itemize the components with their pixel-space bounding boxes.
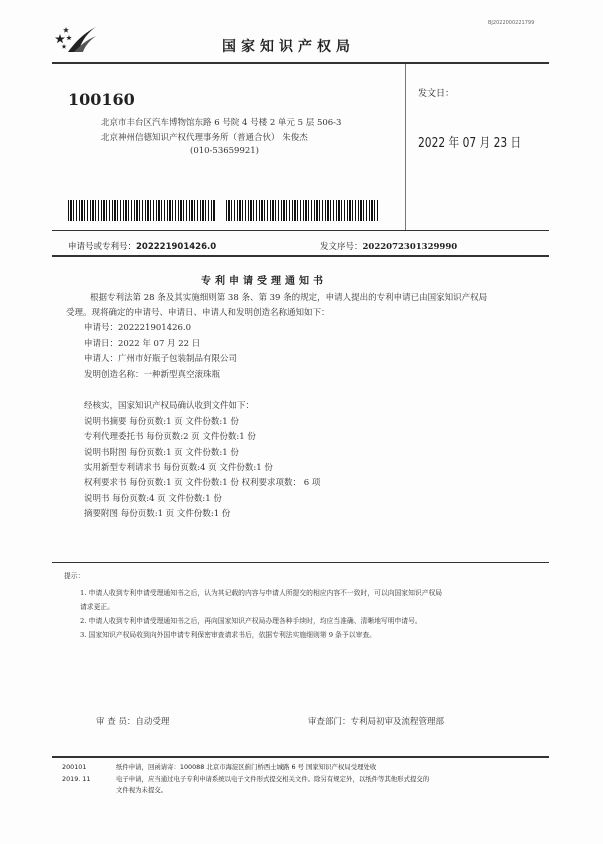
address-line-1: 北京市丰台区汽车博物馆东路 6 号院 4 号楼 2 单元 5 层 506-3 xyxy=(101,118,342,128)
document-number: 2022072301329990 xyxy=(362,242,458,252)
serial-number: BJ2022000221799 xyxy=(488,20,535,26)
document-title: 专利申请受理通知书 xyxy=(201,276,327,287)
postcode: 100160 xyxy=(68,90,135,109)
application-number: 202221901426.0 xyxy=(136,242,217,252)
note-line: 请求更正。 xyxy=(80,603,114,611)
date-value: 2022 年 07 月 23 日 xyxy=(418,136,522,151)
file-item: 实用新型专利请求书 每份页数:4 页 文件份数:1 份 xyxy=(84,463,273,473)
cnipa-logo-icon xyxy=(52,24,98,54)
file-item: 专利代理委托书 每份页数:2 页 文件份数:1 份 xyxy=(84,432,256,442)
info-rule xyxy=(52,255,549,257)
address-line-3: (010-53659921) xyxy=(190,146,259,156)
file-item: 说明书 每份页数:4 页 文件份数:1 份 xyxy=(84,494,222,504)
header-rule xyxy=(52,62,549,64)
detail-application-number: 申请号：202221901426.0 xyxy=(84,323,192,333)
notes-rule xyxy=(52,562,549,563)
application-number-row xyxy=(68,240,216,252)
note-line: 1. 申请人收到专利申请受理通知书之后，认为其记载的内容与申请人所提交的相应内容不一致时，可以向国家知识产权局 xyxy=(80,589,443,597)
file-item: 摘要附图 每份页数:1 页 文件份数:1 份 xyxy=(84,509,231,519)
intro-line-2: 受理。现将确定的申请号、申请日、申请人和发明创造名称通知如下： xyxy=(66,308,330,318)
document-number-label: 发文序号： xyxy=(320,242,363,252)
barcode-left xyxy=(68,200,215,221)
detail-invention-name: 发明创造名称：一种新型真空滚珠瓶 xyxy=(84,370,221,380)
department: 审查部门：专利局初审及流程管理部 xyxy=(308,717,445,727)
detail-applicant: 申请人：广州市好瓶子包装制品有限公司 xyxy=(84,354,238,364)
address-line-2: 北京神州信德知识产权代理事务所（普通合伙） 朱俊杰 xyxy=(101,133,308,143)
barcode-right xyxy=(226,200,380,221)
note-line: 2. 申请人收到专利申请受理通知书之后，再向国家知识产权局办理各种手续时，均应当准确、清晰地写明申请号。 xyxy=(80,617,422,625)
footer-line-1: 纸件申请，回函请寄：100088 北京市海淀区蓟门桥西土城路 6 号 国家知识产权局受理处收 xyxy=(116,763,377,771)
footer-rule xyxy=(52,756,549,758)
files-intro: 经核实，国家知识产权局确认收到文件如下： xyxy=(84,401,255,411)
notes-title: 提示： xyxy=(64,572,85,580)
footer-code-1: 200101 xyxy=(62,763,87,771)
file-item: 权利要求书 每份页数:1 页 文件份数:1 份 权利要求项数： 6 项 xyxy=(84,478,321,488)
footer-line-3: 文件视为未提交。 xyxy=(116,786,168,794)
file-item: 说明书摘要 每份页数:1 页 文件份数:1 份 xyxy=(84,417,239,427)
barcode-rule xyxy=(52,230,549,231)
date-label: 发文日： xyxy=(418,89,455,99)
file-item: 说明书附图 每份页数:1 页 文件份数:1 份 xyxy=(84,448,239,458)
office-name: 国家知识产权局 xyxy=(222,39,355,55)
note-line: 3. 国家知识产权局收到向外国申请专利保密审查请求书后，依据专利法实施细则第 9 条予以审查。 xyxy=(80,631,376,639)
date-column-divider xyxy=(405,64,406,230)
detail-application-date: 申请日：2022 年 07 月 22 日 xyxy=(84,339,201,349)
examiner: 审 查 员：自动受理 xyxy=(96,717,170,727)
intro-line-1: 根据专利法第 28 条及其实施细则第 38 条、第 39 条的规定，申请人提出的专利申请已由国家知识产权局 xyxy=(90,293,488,303)
footer-code-2: 2019. 11 xyxy=(62,775,91,783)
document-number-row xyxy=(320,240,457,252)
footer-line-2: 电子申请，应当通过电子专利申请系统以电子文件形式提交相关文件。除另有规定外，以纸件等其他形式提交的 xyxy=(116,775,430,783)
application-number-label: 申请号或专利号： xyxy=(68,242,137,252)
